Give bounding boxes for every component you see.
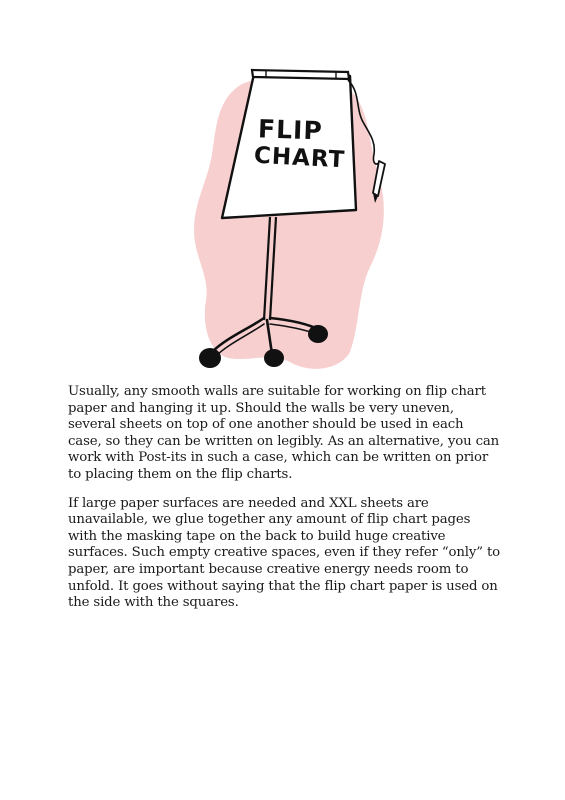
wheel-right bbox=[308, 325, 328, 343]
flip-chart-caption-line1: FLIP bbox=[257, 114, 324, 146]
body-text bbox=[68, 384, 500, 624]
wheel-left bbox=[199, 348, 221, 368]
paragraph-surfaces: If large paper surfaces are needed and XXL sheets are unavailable, we glue together any amount of flip chart pages with the masking tape on the back to build huge creative surfaces. Such empty creative spaces, even if they refer “only” to paper, are important because creative energy needs room to unfold. It goes without saying that the flip chart paper is used on the side with the squares. bbox=[68, 495, 500, 611]
paragraph-walls: Usually, any smooth walls are suitable for working on flip chart paper and hanging it up. Should the walls be very uneven, several sheets on top of one another should be used in each case, so they can be written on legibly. As an alternative, you can work with Post-its in such a case, which can be written on prior to placing them on the flip charts. bbox=[68, 384, 500, 482]
wheel-middle bbox=[264, 349, 284, 367]
flip-chart-illustration bbox=[180, 62, 395, 380]
flip-chart-caption-line2: CHART bbox=[253, 142, 346, 174]
flip-chart-drawing bbox=[180, 62, 395, 380]
